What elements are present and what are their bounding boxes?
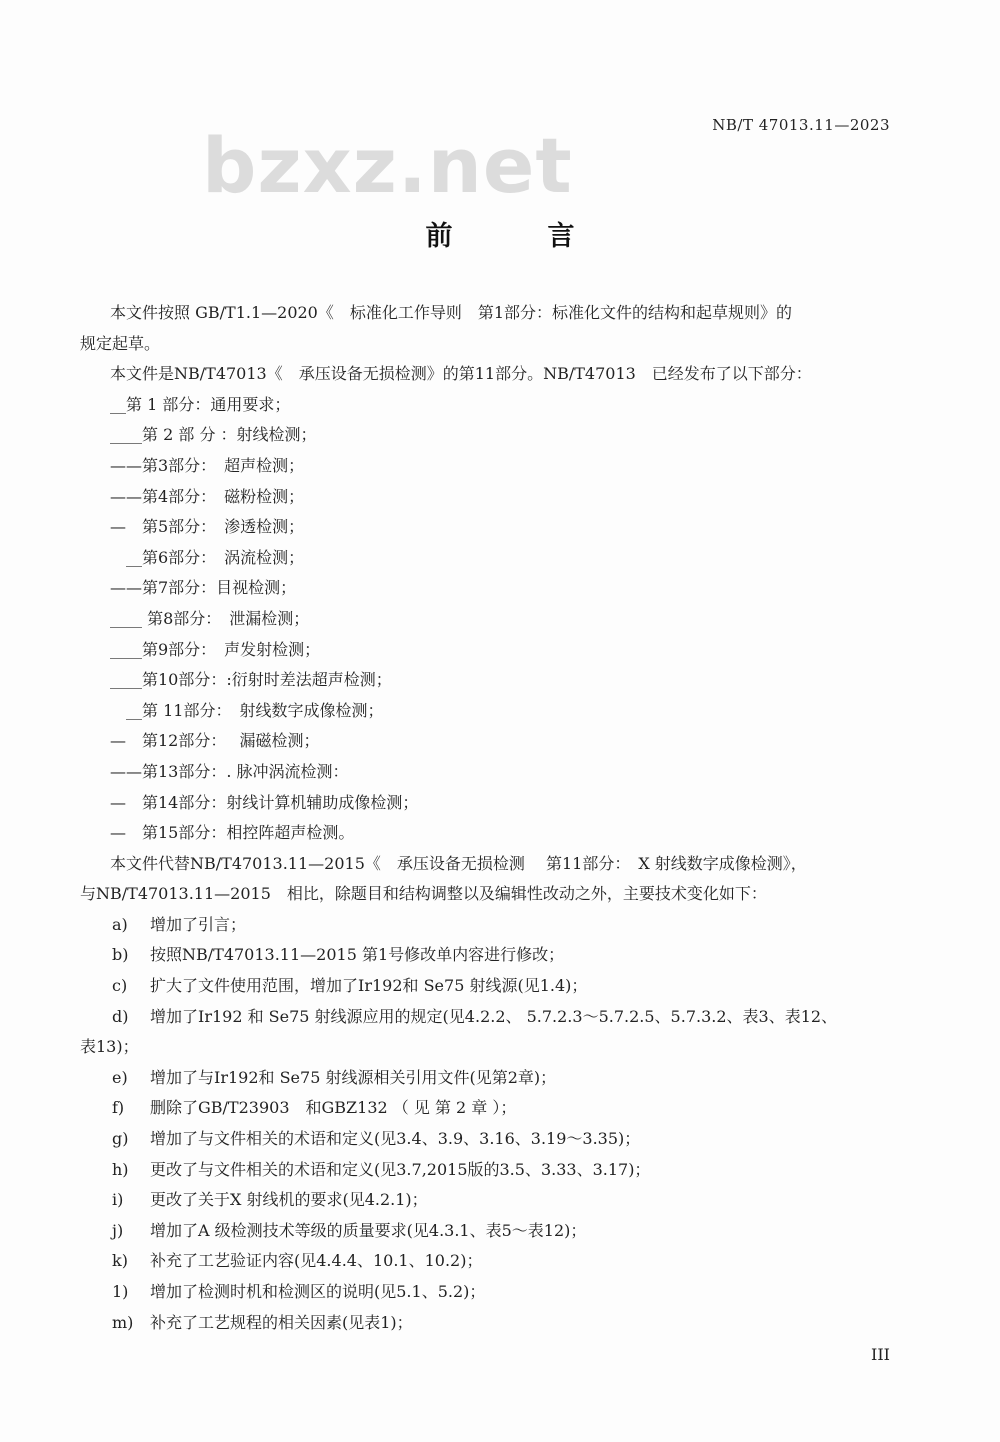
- change-item-label: 1): [112, 1282, 129, 1301]
- change-list-item: [80, 1124, 890, 1155]
- part-list-item: ——第3部分： 超声检测；: [110, 455, 305, 475]
- change-item-text: 增加了与Ir192和 Se75 射线源相关引用文件(见第2章)；: [150, 1067, 557, 1087]
- change-item-text: 删除了GB/T23903 和GBZ132 （ 见 第 2 章 ）；: [150, 1098, 517, 1118]
- change-item-text: 扩大了文件使用范围，增加了Ir192和 Se75 射线源(见1.4)；: [150, 976, 588, 996]
- change-item-text: 增加了检测时机和检测区的说明(见5.1、5.2)；: [150, 1282, 486, 1301]
- part-list-item: ——第4部分： 磁粉检测；: [110, 486, 305, 506]
- change-list-item: [80, 1155, 890, 1186]
- change-item-label: m): [112, 1312, 134, 1332]
- part-list-item: ——第13部分：. 脉冲涡流检测：: [110, 761, 349, 781]
- technical-changes-list: [80, 910, 890, 1338]
- change-list-item: [80, 1308, 890, 1339]
- part-list-item: __第 1 部分：通用要求；: [110, 394, 291, 414]
- watermark-text: bzxz.net: [202, 121, 573, 210]
- change-item-text: 增加了引言；: [150, 914, 247, 934]
- paragraph-replaces-cont: 与NB/T47013.11—2015 相比，除题目和结构调整以及编辑性改动之外，主要技术变化如下：: [80, 884, 767, 904]
- change-item-label: b): [112, 945, 129, 965]
- change-item-label: i): [112, 1190, 124, 1210]
- part-list-item: — 第5部分： 渗透检测；: [110, 517, 305, 537]
- change-list-item: [80, 910, 890, 941]
- change-item-text: 增加了与文件相关的术语和定义(见3.4、3.9、3.16、3.19～3.35)；: [150, 1129, 641, 1149]
- part-list-item: — 第14部分：射线计算机辅助成像检测；: [110, 792, 419, 812]
- change-item-text: 按照NB/T47013.11—2015 第1号修改单内容进行修改；: [150, 945, 565, 965]
- paragraph-drafting-rules: 本文件按照 GB/T1.1—2020《 标准化工作导则 第1部分：标准化文件的结构和起草规则》的: [110, 303, 793, 322]
- change-item-text: 更改了关于X 射线机的要求(见4.2.1)；: [150, 1190, 428, 1210]
- change-list-item: [80, 1093, 890, 1124]
- change-item-label: g): [112, 1129, 129, 1149]
- part-list-item: ——第7部分：目视检测；: [110, 578, 297, 598]
- change-list-item: [80, 1277, 890, 1308]
- change-list-item: [80, 1185, 890, 1216]
- change-item-label: f): [112, 1098, 125, 1118]
- change-list-item: [80, 1032, 890, 1063]
- change-item-label: k): [112, 1251, 128, 1271]
- published-parts-list: [80, 390, 890, 849]
- change-item-label: c): [112, 976, 128, 996]
- change-item-text: 补充了工艺验证内容(见4.4.4、10.1、10.2)；: [150, 1251, 483, 1271]
- part-list-item: ____第 2 部 分 ：射线检测；: [110, 425, 317, 445]
- paragraph-part-of-series: 本文件是NB/T47013《 承压设备无损检测》的第11部分。NB/T47013 已经发布了以下部分：: [110, 364, 812, 384]
- page-number: III: [871, 1345, 890, 1364]
- change-list-item: [80, 1002, 890, 1033]
- change-item-text: 补充了工艺规程的相关因素(见表1)；: [150, 1312, 413, 1332]
- paragraph-replaces: 本文件代替NB/T47013.11—2015《 承压设备无损检测 第11部分： X 射线数字成像检测》，: [110, 853, 807, 873]
- part-list-item: ____第10部分：:衍射时差法超声检测；: [110, 670, 392, 690]
- change-item-label: a): [112, 914, 128, 934]
- change-item-label: d): [112, 1006, 129, 1026]
- change-list-item: [80, 1063, 890, 1094]
- document-body: [80, 298, 890, 1338]
- change-list-item: [80, 971, 890, 1002]
- change-item-label: h): [112, 1159, 129, 1179]
- change-list-item: [80, 1216, 890, 1247]
- part-list-item: ____第9部分： 声发射检测；: [110, 639, 321, 659]
- change-item-text: 更改了与文件相关的术语和定义(见3.7,2015版的3.5、3.33、3.17)；: [150, 1159, 651, 1179]
- standard-number: NB/T 47013.11—2023: [712, 116, 890, 134]
- change-item-text: 表13)；: [80, 1037, 139, 1057]
- change-list-item: [80, 1246, 890, 1277]
- change-list-item: [80, 940, 890, 971]
- part-list-item: ____ 第8部分： 泄漏检测；: [110, 608, 310, 628]
- change-item-label: e): [112, 1067, 128, 1087]
- page-title: 前 言: [425, 221, 609, 252]
- change-item-text: 增加了A 级检测技术等级的质量要求(见4.3.1、表5～表12)；: [150, 1220, 587, 1240]
- part-list-item: __第6部分： 涡流检测；: [110, 547, 305, 567]
- paragraph-drafting-rules-cont: 规定起草。: [80, 333, 161, 353]
- part-list-item: __第 11部分： 射线数字成像检测；: [110, 700, 384, 720]
- part-list-item: — 第12部分： 漏磁检测；: [110, 731, 320, 751]
- change-item-label: j): [112, 1220, 124, 1240]
- part-list-item: — 第15部分：相控阵超声检测。: [110, 823, 355, 843]
- change-item-text: 增加了Ir192 和 Se75 射线源应用的规定(见4.2.2、 5.7.2.3～5.7.2.5、5.7.3.2、表3、表12、: [150, 1006, 838, 1026]
